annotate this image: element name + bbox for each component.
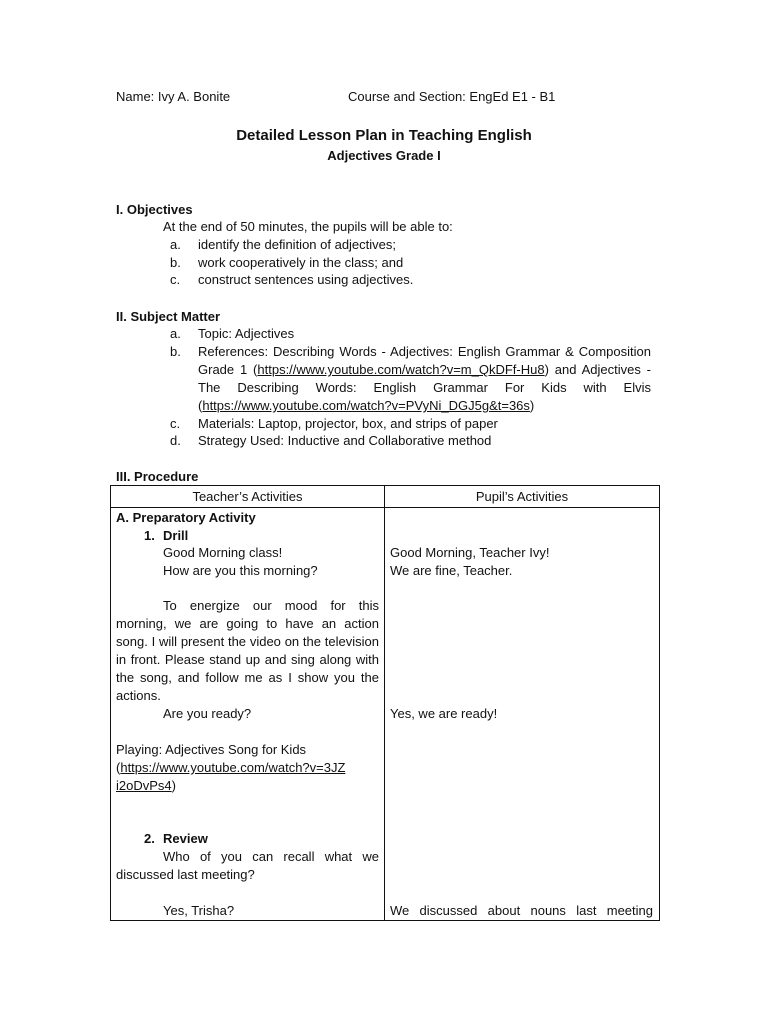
objective-letter: b. <box>170 255 181 270</box>
objective-item: work cooperatively in the class; and <box>198 255 404 270</box>
teacher-recall-question: Who of you can recall what we discussed last meeting? <box>116 849 379 882</box>
objectives-heading: I. Objectives <box>116 202 193 217</box>
song-link-cont[interactable]: i2oDvPs4 <box>116 778 172 793</box>
topic: Topic: Adjectives <box>198 326 295 341</box>
teacher-energize-paragraph: To energize our mood for this morning, we are going to have an action song. I will present the video on the television in front. Please stand up and sing along with the song, and follow me as I show you the actions. <box>116 598 379 703</box>
procedure-table <box>110 485 660 921</box>
teacher-activities-cell <box>111 508 385 921</box>
reference-link-1[interactable]: https://www.youtube.com/watch?v=m_QkDFf-Hu8 <box>257 362 545 377</box>
pupil-activities-cell <box>385 508 660 921</box>
document-subtitle: Adjectives Grade I <box>327 148 441 163</box>
document-title: Detailed Lesson Plan in Teaching English <box>236 127 532 144</box>
strategy: Strategy Used: Inductive and Collaborative method <box>198 433 492 448</box>
objectives-intro: At the end of 50 minutes, the pupils will be able to: <box>163 219 453 234</box>
teacher-playing-song: Playing: Adjectives Song for Kids <box>116 742 307 757</box>
song-link-line-1 <box>116 759 345 777</box>
song-link[interactable]: https://www.youtube.com/watch?v=3JZ <box>120 760 346 775</box>
teacher-call-trisha: Yes, Trisha? <box>163 903 235 918</box>
pupil-ready: Yes, we are ready! <box>390 706 498 721</box>
procedure-heading: III. Procedure <box>116 469 199 484</box>
references-text: References: Describing Words - Adjectives: English Grammar & Composition Grade 1 ( <box>198 344 651 377</box>
pupil-greeting: Good Morning, Teacher Ivy! <box>390 545 550 560</box>
objective-item: construct sentences using adjectives. <box>198 272 414 287</box>
teacher-greeting: Good Morning class! <box>163 545 283 560</box>
pupil-activities-header: Pupil’s Activities <box>385 486 660 508</box>
references-text-3: ) <box>529 398 535 413</box>
drill-heading: Drill <box>163 528 189 543</box>
teacher-activities-header: Teacher’s Activities <box>111 486 385 508</box>
teacher-are-you-ready: Are you ready? <box>163 706 252 721</box>
materials: Materials: Laptop, projector, box, and strips of paper <box>198 416 498 431</box>
song-link-line-2 <box>116 777 176 795</box>
reference-link-2[interactable]: https://www.youtube.com/watch?v=PVyNi_DGJ5g&t=36s <box>202 398 530 413</box>
teacher-how-are-you: How are you this morning? <box>163 563 318 578</box>
strategy-letter: d. <box>170 433 181 448</box>
references-text-2: ) and Adjectives - The Describing Words: English Grammar For Kids with Elvis ( <box>198 362 652 413</box>
references-letter: b. <box>170 344 181 359</box>
paren-open: ( <box>116 760 121 775</box>
pupil-fine: We are fine, Teacher. <box>390 563 513 578</box>
objective-letter: c. <box>170 272 181 287</box>
course-section: Course and Section: EngEd E1 - B1 <box>348 89 556 104</box>
objective-letter: a. <box>170 237 181 252</box>
subject-matter-heading: II. Subject Matter <box>116 309 221 324</box>
pupil-nouns: We discussed about nouns last meeting <box>390 903 653 918</box>
references <box>198 343 651 415</box>
drill-number: 1. <box>144 528 155 543</box>
review-number: 2. <box>144 831 155 846</box>
materials-letter: c. <box>170 416 181 431</box>
review-heading: Review <box>163 831 208 846</box>
student-name: Name: Ivy A. Bonite <box>116 89 231 104</box>
section-preparatory-activity: A. Preparatory Activity <box>116 510 256 525</box>
topic-letter: a. <box>170 326 181 341</box>
paren-close: ) <box>171 778 176 793</box>
objective-item: identify the definition of adjectives; <box>198 237 397 252</box>
